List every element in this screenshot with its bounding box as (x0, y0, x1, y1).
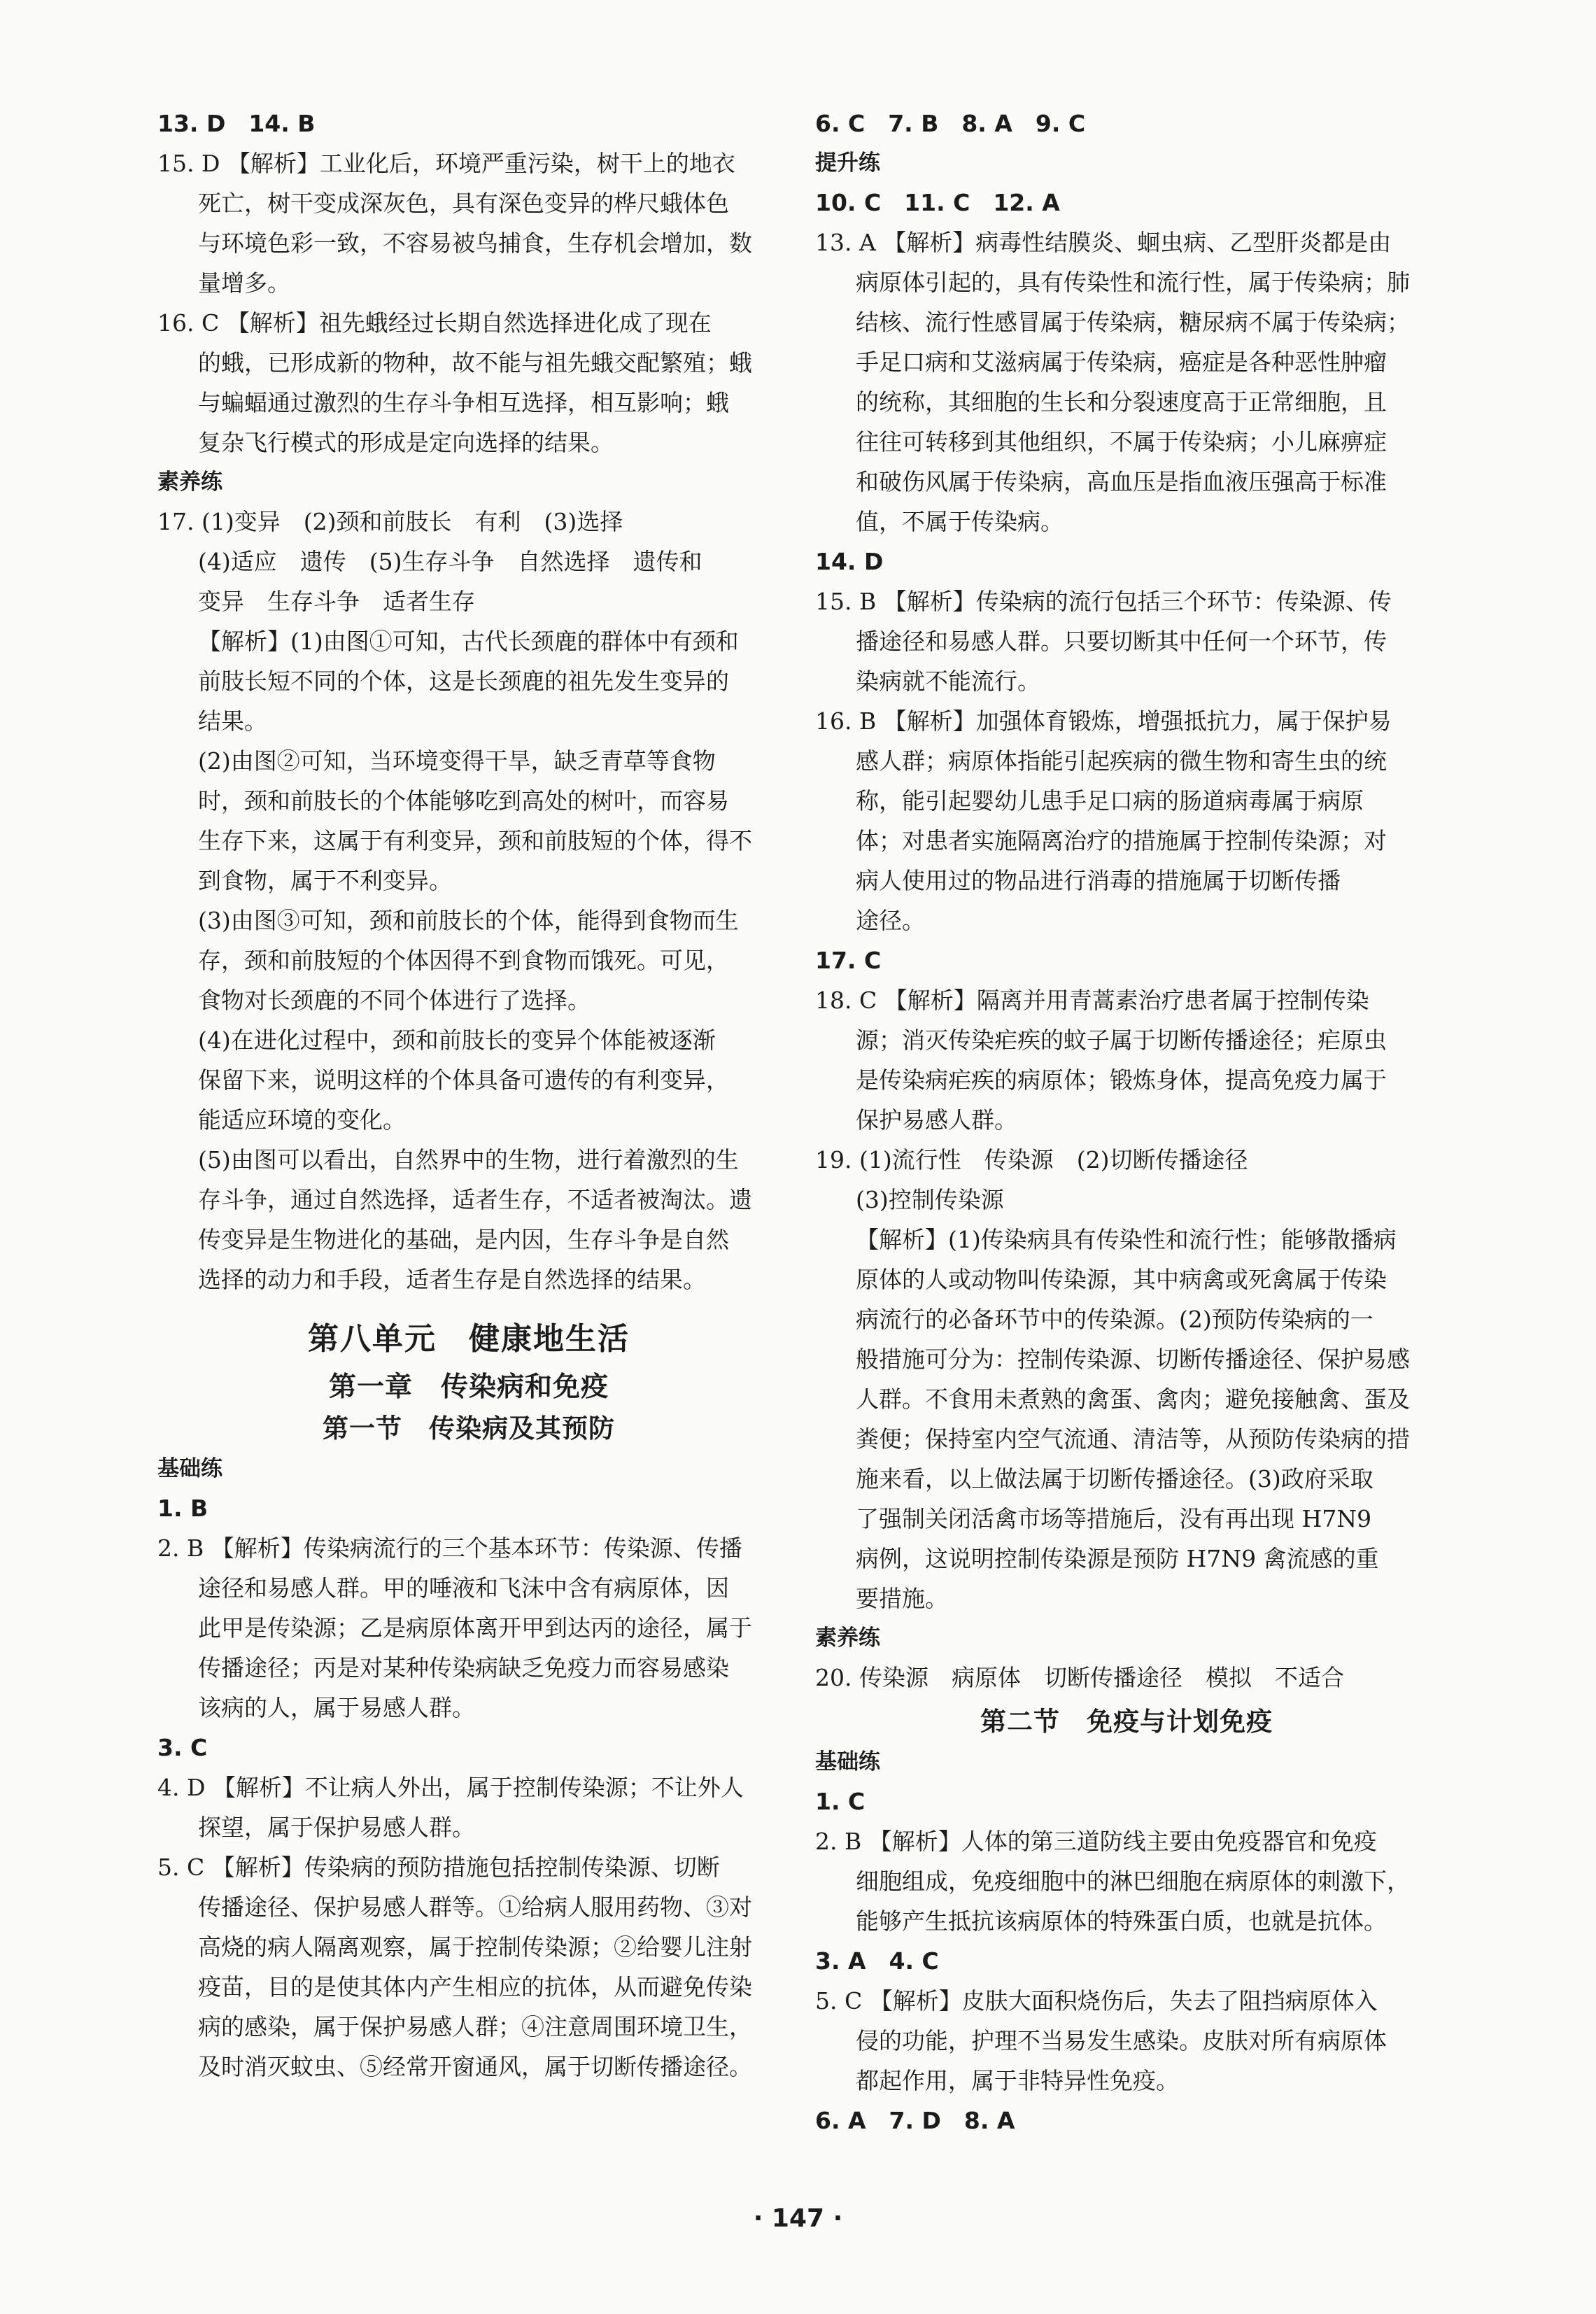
answer-line: 施来看，以上做法属于切断传播途径。(3)政府采取 (856, 1465, 1373, 1493)
answer-line: 传播途径；丙是对某种传染病缺乏免疫力而容易感染 (198, 1654, 729, 1681)
answer-line: 病人使用过的物品进行消毒的措施属于切断传播 (856, 867, 1341, 894)
answer-line: 结果。 (198, 707, 267, 735)
answer-line: 15. D 【解析】工业化后，环境严重污染，树干上的地衣 (157, 150, 735, 177)
answer-line: 【解析】(1)由图①可知，古代长颈鹿的群体中有颈和 (198, 628, 739, 655)
answer-line: 生存下来，这属于有利变异，颈和前肢短的个体，得不 (198, 827, 752, 854)
answer-line: 1. B (157, 1495, 209, 1522)
answer-line: 是传染病疟疾的病原体；锻炼身体，提高免疫力属于 (856, 1066, 1387, 1094)
answer-line: 般措施可分为：控制传染源、切断传播途径、保护易感 (856, 1346, 1410, 1373)
answer-line: 传播途径、保护易感人群等。①给病人服用药物、③对 (198, 1893, 752, 1921)
answer-line: 与蝙蝠通过激烈的生存斗争相互选择，相互影响；蛾 (198, 389, 729, 416)
answer-line: (4)适应 遗传 (5)生存斗争 自然选择 遗传和 (198, 548, 702, 575)
answer-line: 途径和易感人群。甲的唾液和飞沫中含有病原体，因 (198, 1574, 729, 1602)
answer-line: 3. C (157, 1734, 208, 1761)
answer-line: 2. B 【解析】传染病流行的三个基本环节：传染源、传播 (157, 1535, 742, 1562)
chapter-title: 第一章 传染病和免疫 (328, 1371, 609, 1403)
answer-line: 结核、流行性感冒属于传染病，糖尿病不属于传染病； (856, 309, 1410, 336)
answer-line: 18. C 【解析】隔离并用青蒿素治疗患者属于控制传染 (815, 987, 1369, 1014)
answer-line: 13. D 14. B (157, 110, 316, 137)
answer-line: 病原体引起的，具有传染性和流行性，属于传染病；肺 (856, 269, 1410, 296)
answer-line: 要措施。 (856, 1585, 948, 1612)
answer-line: 10. C 11. C 12. A (815, 189, 1060, 216)
answer-line: 1. C (815, 1788, 866, 1815)
answer-line: 源；消灭传染疟疾的蚊子属于切断传播途径；疟原虫 (856, 1027, 1387, 1054)
answer-line: 4. D 【解析】不让病人外出，属于控制传染源；不让外人 (157, 1774, 744, 1801)
answer-line: (5)由图可以看出，自然界中的生物，进行着激烈的生 (198, 1146, 739, 1173)
answer-line: 了强制关闭活禽市场等措施后，没有再出现 H7N9 (856, 1505, 1372, 1532)
section-label: 提升练 (815, 150, 880, 176)
section-label: 素养练 (157, 470, 223, 495)
answer-line: 的统称，其细胞的生长和分裂速度高于正常细胞，且 (856, 388, 1387, 416)
answer-line: 高烧的病人隔离观察，属于控制传染源；②给婴儿注射 (198, 1933, 752, 1961)
answer-line: 食物对长颈鹿的不同个体进行了选择。 (198, 987, 591, 1014)
answer-line: 前肢长短不同的个体，这是长颈鹿的祖先发生变异的 (198, 668, 729, 695)
unit-title: 第八单元 健康地生活 (308, 1321, 630, 1357)
answer-line: (3)由图③可知，颈和前肢长的个体，能得到食物而生 (198, 907, 739, 934)
answer-line: 病的感染，属于保护易感人群；④注意周围环境卫生， (198, 2013, 752, 2040)
answer-line: 能适应环境的变化。 (198, 1106, 406, 1134)
answer-line: 19. (1)流行性 传染源 (2)切断传播途径 (815, 1146, 1248, 1173)
answer-line: 6. C 7. B 8. A 9. C (815, 110, 1086, 137)
answer-line: 保留下来，说明这样的个体具备可遗传的有利变异， (198, 1066, 729, 1094)
section-label: 基础练 (157, 1456, 223, 1481)
answer-line: 此甲是传染源；乙是病原体离开甲到达丙的途径，属于 (198, 1614, 752, 1642)
answer-line: 称，能引起婴幼儿患手足口病的肠道病毒属于病原 (856, 787, 1364, 814)
answer-line: 存斗争，通过自然选择，适者生存，不适者被淘汰。遗 (198, 1186, 752, 1213)
answer-line: 侵的功能，护理不当易发生感染。皮肤对所有病原体 (856, 2027, 1387, 2054)
section-label: 基础练 (815, 1749, 880, 1775)
answer-line: (2)由图②可知，当环境变得干旱，缺乏青草等食物 (198, 747, 716, 775)
answer-line: 16. C 【解析】祖先蛾经过长期自然选择进化成了现在 (157, 309, 712, 337)
section-label: 素养练 (815, 1625, 880, 1651)
answer-line: (3)控制传染源 (856, 1186, 1004, 1213)
answer-line: 到食物，属于不利变异。 (198, 867, 452, 894)
answer-line: 都起作用，属于非特异性免疫。 (856, 2067, 1179, 2094)
answer-line: 探望，属于保护易感人群。 (198, 1814, 475, 1841)
answer-line: 值，不属于传染病。 (856, 508, 1064, 535)
answer-line: 及时消灭蚊虫、⑤经常开窗通风，属于切断传播途径。 (198, 2053, 752, 2080)
answer-line: 13. A 【解析】病毒性结膜炎、蛔虫病、乙型肝炎都是由 (815, 229, 1392, 256)
answer-line: 【解析】(1)传染病具有传染性和流行性；能够散播病 (856, 1226, 1397, 1253)
answer-line: 的蛾，已形成新的物种，故不能与祖先蛾交配繁殖；蛾 (198, 349, 752, 376)
answer-line: 5. C 【解析】皮肤大面积烧伤后，失去了阻挡病原体入 (815, 1987, 1378, 2015)
answer-line: 15. B 【解析】传染病的流行包括三个环节：传染源、传 (815, 588, 1392, 615)
answer-line: 变异 生存斗争 适者生存 (198, 588, 475, 615)
answer-line: 细胞组成，免疫细胞中的淋巴细胞在病原体的刺激下， (856, 1868, 1410, 1895)
answer-line: 保护易感人群。 (856, 1106, 1017, 1134)
answer-line: 复杂飞行模式的形成是定向选择的结果。 (198, 429, 614, 456)
answer-line: 5. C 【解析】传染病的预防措施包括控制传染源、切断 (157, 1854, 720, 1881)
answer-line: 20. 传染源 病原体 切断传播途径 模拟 不适合 (815, 1664, 1344, 1691)
section-title: 第一节 传染病及其预防 (323, 1413, 615, 1444)
answer-line: 和破伤风属于传染病，高血压是指血液压强高于标准 (856, 468, 1387, 495)
answer-line: 原体的人或动物叫传染源，其中病禽或死禽属于传染 (856, 1266, 1387, 1293)
answer-line: 病流行的必备环节中的传染源。(2)预防传染病的一 (856, 1306, 1373, 1333)
answer-line: 病例，这说明控制传染源是预防 H7N9 禽流感的重 (856, 1545, 1379, 1572)
answer-line: 疫苗，目的是使其体内产生相应的抗体，从而避免传染 (198, 1973, 752, 2001)
answer-line: 14. D (815, 548, 884, 575)
left-column (157, 104, 780, 2087)
answer-line: 途径。 (856, 907, 925, 934)
answer-line: (4)在进化过程中，颈和前肢长的变异个体能被逐渐 (198, 1027, 716, 1054)
answer-line: 3. A 4. C (815, 1947, 939, 1975)
answer-line: 6. A 7. D 8. A (815, 2107, 1015, 2134)
right-column (815, 104, 1438, 2140)
answer-line: 16. B 【解析】加强体育锻炼，增强抵抗力，属于保护易 (815, 707, 1392, 735)
answer-line: 2. B 【解析】人体的第三道防线主要由免疫器官和免疫 (815, 1828, 1377, 1855)
answer-line: 手足口病和艾滋病属于传染病，癌症是各种恶性肿瘤 (856, 348, 1387, 376)
page-number: · 147 · (753, 2204, 843, 2233)
answer-line: 体；对患者实施隔离治疗的措施属于控制传染源；对 (856, 827, 1387, 854)
answer-line: 存，颈和前肢短的个体因得不到食物而饿死。可见， (198, 947, 729, 974)
answer-line: 量增多。 (198, 269, 290, 297)
answer-line: 选择的动力和手段，适者生存是自然选择的结果。 (198, 1266, 706, 1293)
answer-line: 死亡，树干变成深灰色，具有深色变异的桦尺蛾体色 (198, 190, 729, 217)
answer-line: 该病的人，属于易感人群。 (198, 1694, 475, 1721)
answer-line: 人群。不食用未煮熟的禽蛋、禽肉；避免接触禽、蛋及 (856, 1385, 1410, 1413)
answer-line: 17. (1)变异 (2)颈和前肢长 有利 (3)选择 (157, 508, 623, 535)
answer-line: 感人群；病原体指能引起疾病的微生物和寄生虫的统 (856, 747, 1387, 775)
answer-line: 播途径和易感人群。只要切断其中任何一个环节，传 (856, 628, 1387, 655)
answer-line: 与环境色彩一致，不容易被鸟捕食，生存机会增加，数 (198, 230, 752, 257)
answer-line: 能够产生抵抗该病原体的特殊蛋白质，也就是抗体。 (856, 1907, 1387, 1935)
answer-line: 染病就不能流行。 (856, 668, 1040, 695)
answer-line: 时，颈和前肢长的个体能够吃到高处的树叶，而容易 (198, 787, 729, 814)
answer-line: 粪便；保持室内空气流通、清洁等，从预防传染病的措 (856, 1425, 1410, 1453)
answer-line: 传变异是生物进化的基础，是内因，生存斗争是自然 (198, 1226, 729, 1253)
answer-line: 17. C (815, 947, 882, 974)
answer-line: 往往可转移到其他组织，不属于传染病；小儿麻痹症 (856, 428, 1387, 456)
section-title: 第二节 免疫与计划免疫 (980, 1707, 1273, 1737)
